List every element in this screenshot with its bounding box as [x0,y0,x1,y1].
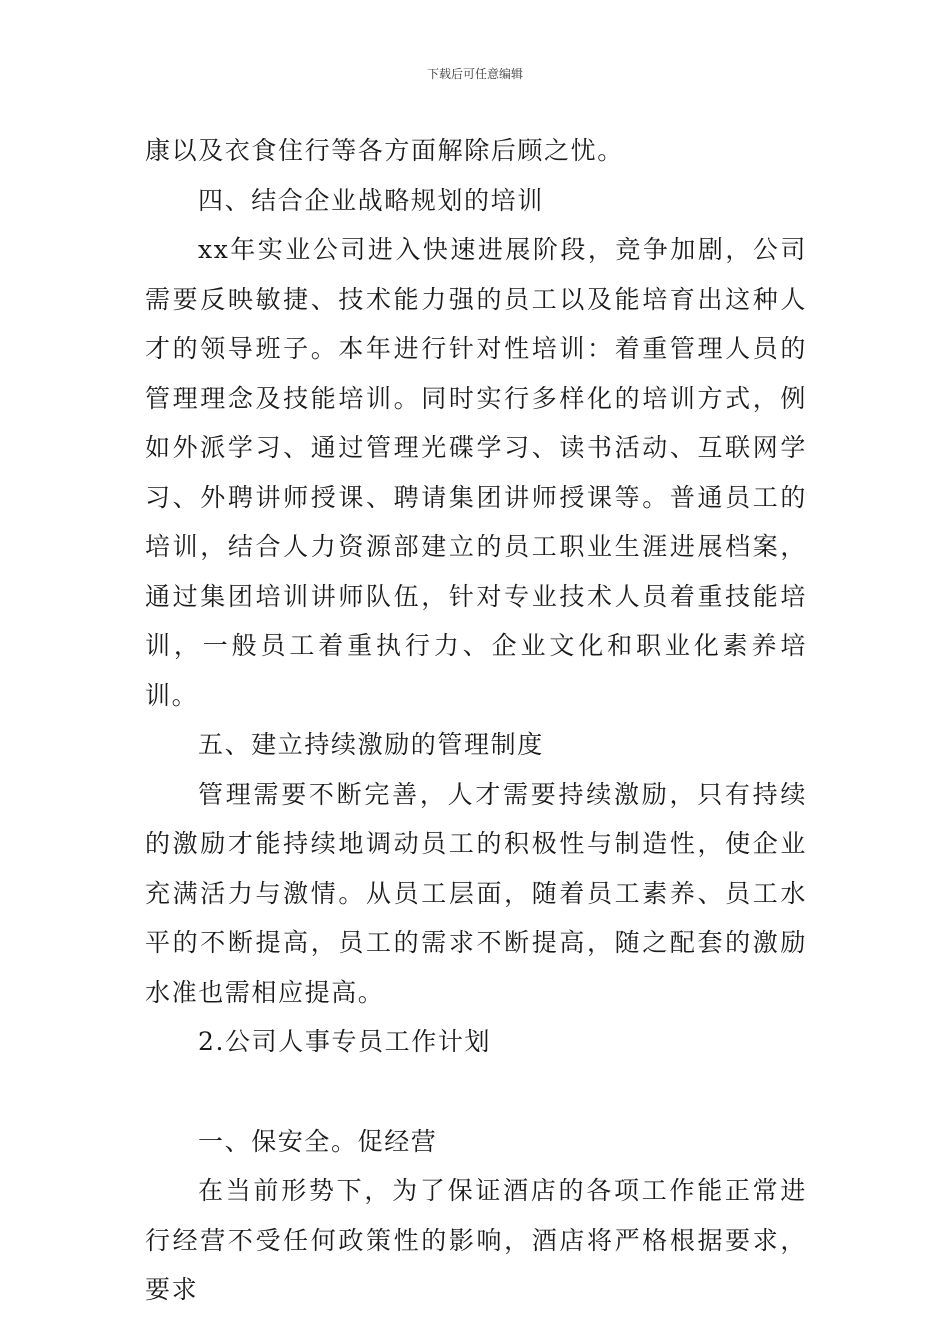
document-body [145,126,807,1315]
paragraph-training: xx年实业公司进入快速进展阶段，竞争加剧，公司需要反映敏捷、技术能力强的员工以及能培育出这种人才的领导班子。本年进行针对性培训：着重管理人员的管理理念及技能培训。同时实行多样化的培训方式，例如外派学习、通过管理光碟学习、读书活动、互联网学习、外聘讲师授课、聘请集团讲师授课等。普通员工的培训，结合人力资源部建立的员工职业生涯进展档案，通过集团培训讲师队伍，针对专业技术人员着重技能培训，一般员工着重执行力、企业文化和职业化素养培训。 [145,235,807,710]
blank-line [145,1067,807,1117]
section-heading-four: 四、结合企业战略规划的培训 [198,185,544,215]
page-header: 下载后可任意编辑 [426,67,523,81]
document-title: 2.公司人事专员工作计划 [198,1027,492,1056]
paragraph-safety: 在当前形势下，为了保证酒店的各项工作能正常进行经营不受任何政策性的影响，酒店将严格根据要求，要求 [145,1176,807,1304]
section-heading-one: 一、保安全。促经营 [198,1126,438,1156]
paragraph-continuation: 康以及衣食住行等各方面解除后顾之忧。 [145,136,624,165]
section-heading-five: 五、建立持续激励的管理制度 [198,730,544,759]
paragraph-incentive: 管理需要不断完善，人才需要持续激励，只有持续的激励才能持续地调动员工的积极性与制造性，使企业充满活力与激情。从员工层面，随着员工素养、员工水平的不断提高，员工的需求不断提高，随之配套的激励水准也需相应提高。 [145,779,807,1007]
